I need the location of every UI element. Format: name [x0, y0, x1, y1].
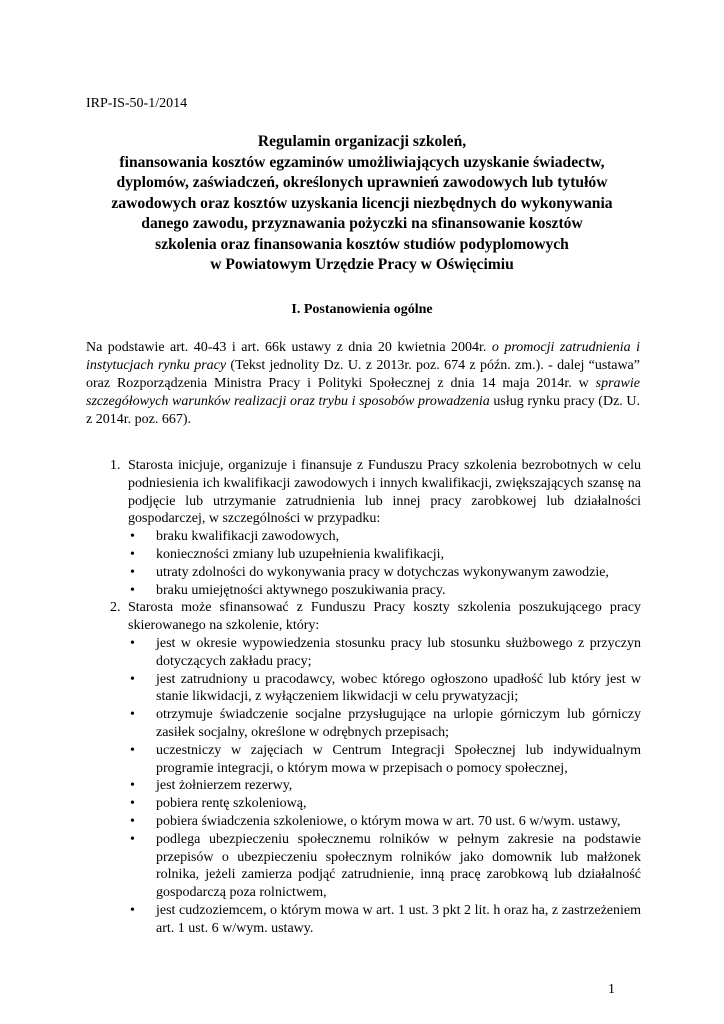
- item-number: 2.: [110, 600, 121, 616]
- bullet-item: [128, 582, 641, 600]
- bullet-icon: •: [130, 778, 135, 794]
- item-text: Starosta inicjuje, organizuje i finansuje z Funduszu Pracy szkolenia bezrobotnych w celu podniesienia ich kwalifikacji zawodowych i innych kwalifikacji, zwiększających szansę na podjęcie lub utrzymanie zatrudnienia lub innej pracy zarobkowej lub działalności gospodarczej, w szczególności w przypadku:: [128, 458, 641, 527]
- bullet-text: pobiera świadczenia szkoleniowe, o którym mowa w art. 70 ust. 6 w/wym. ustawy,: [156, 813, 621, 829]
- bullet-item: [128, 635, 641, 671]
- bullet-text: utraty zdolności do wykonywania pracy w dotychczas wykonywanym zawodzie,: [156, 564, 609, 580]
- item-number: 1.: [110, 458, 121, 473]
- title-line: zawodowych oraz kosztów uzyskania licencji niezbędnych do wykonywania: [111, 194, 613, 212]
- bullet-icon: •: [130, 635, 135, 651]
- bullet-icon: •: [130, 671, 135, 687]
- title-line: w Powiatowym Urzędzie Pracy w Oświęcimiu: [210, 256, 514, 273]
- numbered-list: [86, 457, 641, 938]
- bullet-item: [128, 831, 641, 902]
- bullet-icon: •: [130, 707, 135, 723]
- bullet-text: jest żołnierzem rezerwy,: [156, 778, 293, 794]
- bullet-list: [128, 528, 641, 599]
- bullet-text: jest w okresie wypowiedzenia stosunku pracy lub stosunku służbowego z przyczyn dotyczących zakładu pracy;: [156, 635, 641, 669]
- bullet-icon: •: [130, 582, 135, 598]
- bullet-text: braku kwalifikacji zawodowych,: [156, 529, 340, 545]
- intro-text: usług rynku pracy (Dz. U. z 2014r. poz. 667).: [86, 393, 641, 427]
- bullet-text: pobiera rentę szkoleniową,: [156, 796, 307, 812]
- item-text: Starosta może sfinansować z Funduszu Pracy koszty szkolenia poszukującego pracy skierowanego na szkolenie, który:: [128, 600, 641, 634]
- title-line: finansowania kosztów egzaminów umożliwiających uzyskanie świadectw,: [119, 153, 605, 171]
- bullet-list: [128, 635, 641, 938]
- intro-act-title: o promocji zatrudnienia i instytucjach rynku pracy: [86, 340, 641, 373]
- intro-regulation-title: sprawie szczegółowych warunków realizacji oraz trybu i sposobów prowadzenia: [86, 375, 640, 409]
- bullet-item: [128, 671, 641, 707]
- bullet-icon: •: [130, 831, 135, 847]
- title-line: Regulamin organizacji szkoleń,: [257, 133, 467, 150]
- document-title: [60, 132, 664, 276]
- bullet-item: [128, 546, 641, 564]
- bullet-item: [128, 902, 641, 938]
- page-number: 1: [608, 982, 615, 997]
- intro-paragraph: [86, 339, 640, 429]
- title-line: szkolenia oraz finansowania kosztów studiów podyplomowych: [155, 235, 569, 253]
- bullet-item: [128, 564, 641, 582]
- bullet-text: uczestniczy w zajęciach w Centrum Integracji Społecznej lub indywidualnym programie integracji, o którym mowa w przepisach o pomocy społecznej,: [156, 742, 641, 776]
- bullet-icon: •: [130, 529, 135, 545]
- bullet-item: [128, 528, 641, 546]
- bullet-icon: •: [130, 546, 135, 562]
- bullet-icon: •: [130, 742, 135, 758]
- section-heading: I. Postanowienia ogólne: [291, 302, 433, 317]
- bullet-item: [128, 777, 641, 795]
- bullet-text: konieczności zmiany lub uzupełnienia kwalifikacji,: [156, 546, 445, 562]
- list-item: [86, 457, 641, 599]
- document-reference: IRP-IS-50-1/2014: [86, 96, 188, 111]
- list-item: [86, 599, 641, 937]
- bullet-text: podlega ubezpieczeniu społecznemu rolników w pełnym zakresie na podstawie przepisów o ubezpieczeniu społecznym rolników jako domownik lub małżonek rolnika, jeżeli zamierza podjąć zatrudnienie, inną pracę zarobkową lub działalność gospodarczą poza rolnictwem,: [156, 831, 641, 901]
- bullet-item: [128, 795, 641, 813]
- intro-text: (Tekst jednolity Dz. U. z 2013r. poz. 674 z późn. zm.). - dalej “ustawa” oraz Rozporządzenia Ministra Pracy i Polityki Społecznej z dnia 14 maja 2014r. w: [86, 357, 640, 391]
- bullet-item: [128, 813, 641, 831]
- intro-text: Na podstawie art. 40-43 i art. 66k ustawy z dnia 20 kwietnia 2004r.: [86, 340, 492, 355]
- bullet-text: jest zatrudniony u pracodawcy, wobec którego ogłoszono upadłość lub który jest w stanie likwidacji, z wyłączeniem likwidacji w celu prywatyzacji;: [156, 671, 641, 705]
- bullet-icon: •: [130, 796, 135, 812]
- bullet-icon: •: [130, 564, 135, 580]
- bullet-icon: •: [130, 813, 135, 829]
- title-line: danego zawodu, przyznawania pożyczki na sfinansowanie kosztów: [141, 215, 583, 232]
- bullet-text: jest cudzoziemcem, o którym mowa w art. 1 ust. 3 pkt 2 lit. h oraz ha, z zastrzeżeniem art. 1 ust. 6 w/wym. ustawy.: [156, 902, 641, 936]
- bullet-item: [128, 706, 641, 742]
- bullet-item: [128, 742, 641, 778]
- title-line: dyplomów, zaświadczeń, określonych uprawnień zawodowych lub tytułów: [116, 174, 608, 191]
- bullet-text: otrzymuje świadczenie socjalne przysługujące na urlopie górniczym lub górniczy zasiłek socjalny, określone w odrębnych przepisach;: [156, 707, 641, 740]
- bullet-icon: •: [130, 902, 135, 918]
- bullet-text: braku umiejętności aktywnego poszukiwania pracy.: [156, 582, 446, 598]
